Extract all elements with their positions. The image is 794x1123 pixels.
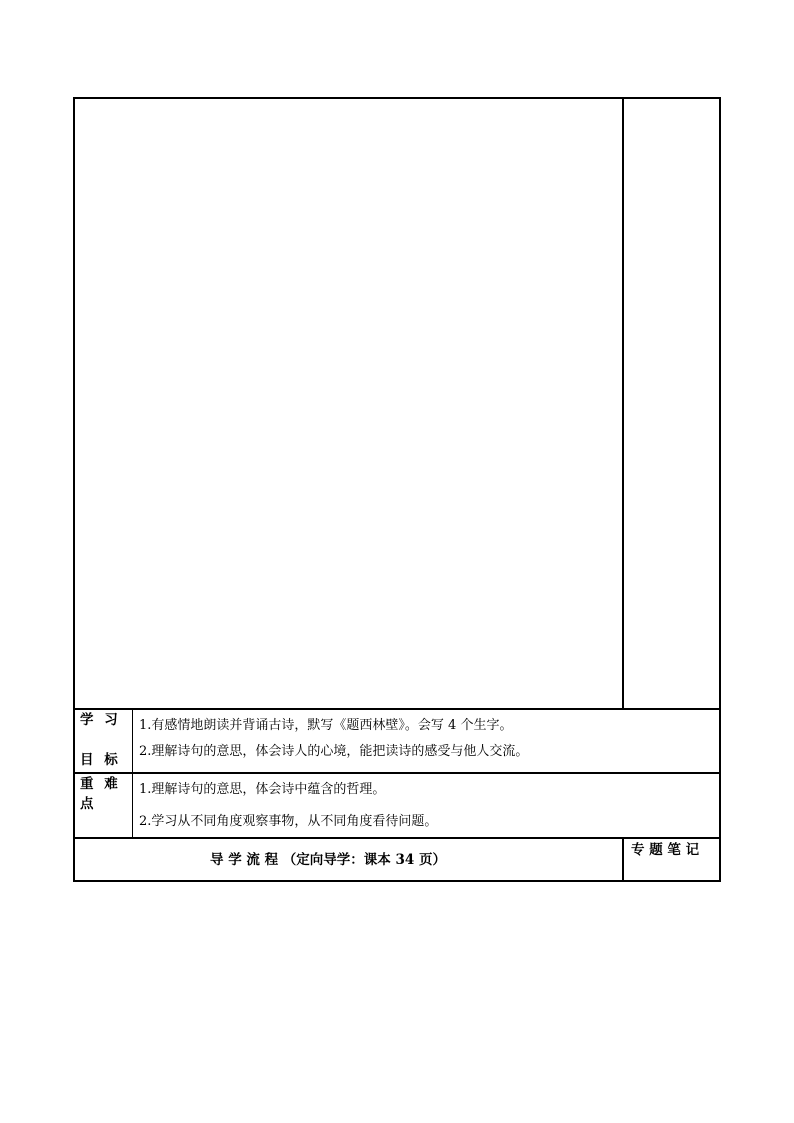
key-point-item-2: 2.学习从不同角度观察事物，从不同角度看待问题。 bbox=[139, 814, 438, 829]
flow-title: 导 学 流 程 （定向导学：课本 34 页） bbox=[210, 852, 446, 868]
key-points-label-line1: 重 难 bbox=[80, 776, 121, 792]
objectives-label-line2: 目 标 bbox=[80, 752, 121, 768]
top-notes-divider bbox=[622, 97, 624, 709]
label-column-divider bbox=[132, 708, 133, 838]
key-points-label-line2: 点 bbox=[80, 796, 94, 812]
notes-header: 专 题 笔 记 bbox=[631, 842, 700, 858]
flow-notes-divider bbox=[622, 837, 624, 882]
row-divider-objectives bbox=[73, 708, 721, 710]
objectives-label-line1: 学 习 bbox=[80, 712, 121, 728]
row-divider-key-points bbox=[73, 772, 721, 774]
objective-item-1: 1.有感情地朗读并背诵古诗，默写《题西林壁》。会写 4 个生字。 bbox=[139, 718, 513, 733]
key-point-item-1: 1.理解诗句的意思，体会诗中蕴含的哲理。 bbox=[139, 782, 386, 797]
objective-item-2: 2.理解诗句的意思，体会诗人的心境，能把读诗的感受与他人交流。 bbox=[139, 744, 529, 759]
